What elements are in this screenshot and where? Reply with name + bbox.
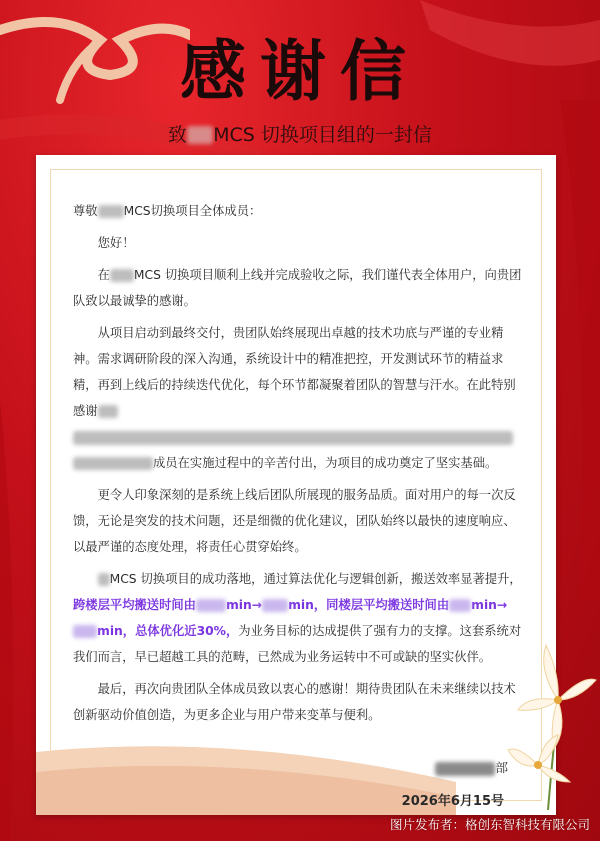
salutation: 尊敬 MCS切换项目全体成员： — [73, 204, 262, 218]
redacted-name — [98, 573, 110, 586]
paragraph-1 — [73, 262, 523, 314]
publisher-credit: 图片发布者：格创东智科技有限公司 — [389, 817, 590, 832]
p4-text-b: 为业务目标的达成提供了强有力的支撑。这套系统对我们而言，早已超越工具的范畴，已然成为业务运转中不可或缺的坚实伙伴。 — [73, 624, 522, 664]
redacted-value — [196, 599, 226, 612]
redacted-department — [435, 762, 495, 776]
redacted-value — [262, 599, 288, 612]
redacted-name — [187, 126, 213, 144]
subtitle-prefix: 致 — [168, 123, 188, 146]
p4-highlight-6: min，总体优化近30%， — [97, 624, 239, 638]
p1-prefix: 在 — [97, 268, 110, 282]
p4-highlight-5: min→ — [471, 598, 508, 612]
p2-text: 从项目启动到最终交付，贵团队始终展现出卓越的技术功底与严谨的专业精神。需求调研阶段的深入沟通，系统设计中的精准把控，开发测试环节的精益求精，再到上线后的持续迭代优化，每个环节都凝聚着团队的智慧与汗水。在此特别感谢 — [73, 326, 516, 418]
redacted-value — [73, 625, 97, 638]
signature-suffix: 部 — [495, 760, 508, 775]
paper-corner-decoration — [36, 722, 456, 815]
redacted-name — [110, 269, 134, 282]
letter-body — [73, 198, 523, 728]
p4-highlight-1: 跨楼层平均搬送时间由 — [73, 598, 196, 612]
p4-highlight-2: min→ — [225, 598, 263, 612]
p2-tail: 成员在实施过程中的辛苦付出，为项目的成功奠定了坚实基础。 — [153, 456, 498, 470]
redacted-name — [98, 205, 124, 218]
p4-highlight-3: min， — [288, 598, 327, 612]
greeting: 您好！ — [97, 236, 135, 250]
p1-text: MCS 切换项目顺利上线并完成验收之际，我们谨代表全体用户，向贵团队致以最诚挚的感谢。 — [73, 268, 522, 308]
paragraph-4 — [73, 566, 523, 670]
page-title: 感谢信 — [180, 32, 420, 110]
lily-flower-decoration — [498, 640, 600, 810]
salutation-text: MCS切换项目全体成员： — [123, 204, 262, 218]
redacted-names — [73, 457, 153, 470]
subtitle — [60, 118, 540, 148]
signature — [435, 758, 508, 776]
p4-highlight-4: 同楼层平均搬送时间由 — [326, 598, 450, 612]
paragraph-5: 最后，再次向贵团队全体成员致以衷心的感谢！期待贵团队在未来继续以技术创新驱动价值创造，为更多企业与用户带来变革与便利。 — [73, 682, 516, 722]
subtitle-suffix: MCS 切换项目组的一封信 — [213, 123, 432, 146]
paragraph-2 — [73, 320, 523, 476]
redacted-names — [73, 431, 513, 445]
paragraph-3: 更令人印象深刻的是系统上线后团队所展现的服务品质。面对用户的每一次反馈，无论是突发的技术问题，还是细微的优化建议，团队始终以最快的速度响应、以最严谨的态度处理，将责任心贯穿始终。 — [73, 488, 516, 554]
p4-text-a: MCS 切换项目的成功落地，通过算法优化与逻辑创新，搬送效率显著提升， — [109, 572, 522, 586]
letter-date: 2026年6月15号 — [401, 794, 504, 809]
redacted-value — [449, 599, 471, 612]
redacted-names — [98, 405, 118, 418]
